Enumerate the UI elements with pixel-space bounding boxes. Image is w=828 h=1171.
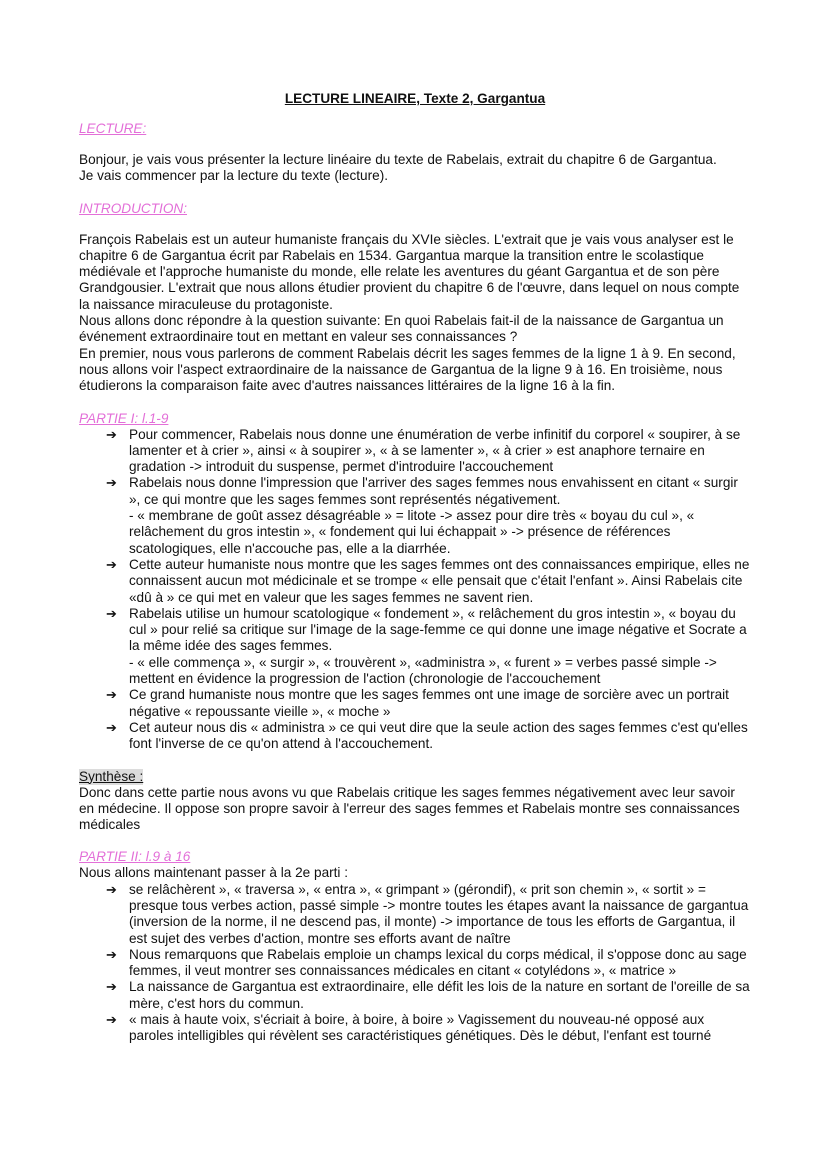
partie1-heading: PARTIE I: l.1-9 [79, 410, 169, 426]
arrow-right-icon: ➔ [106, 946, 117, 962]
list-item: ➔ Rabelais nous donne l'impression que l'arriver des sages femmes nous envahissent en citant « surgir », ce qui montre que les sages femmes sont représentés négativement. - « membrane de goût assez désagréable » = litote -> assez pour dire très « boyau du cul », « relâchement du gros intestin », « fondement qui lui échappait » -> présence de références scatologiques, elle n'accouche pas, elle a la diarrhée. [79, 475, 751, 556]
lecture-line: Je vais commencer par la lecture du texte (lecture). [79, 168, 389, 184]
list-item: ➔ « mais à haute voix, s'écriait à boire, à boire, à boire » Vagissement du nouveau-né opposé aux paroles intelligibles qui révèlent ses caractéristiques génétiques. Dès le début, l'enfant est tourné [106, 1012, 712, 1044]
arrow-right-icon: ➔ [106, 1012, 117, 1028]
introduction-section [79, 232, 751, 395]
partie1-list [79, 427, 751, 753]
list-item-subnote: - « membrane de goût assez désagréable » = litote -> assez pour dire très « boyau du cul », « relâchement du gros intestin », « fondement qui lui échappait » -> présence de références scatologiques, elle n'accouche pas, elle a la diarrhée. [129, 508, 695, 556]
arrow-right-icon: ➔ [106, 881, 117, 897]
synthese-heading: Synthèse : [79, 768, 144, 784]
synthese-section [79, 769, 751, 834]
list-item: ➔ Nous remarquons que Rabelais emploie un champs lexical du corps médical, il s'oppose donc au sage femmes, il veut montrer ses connaissances médicales en citant « cotylédons », « matrice » [106, 946, 747, 979]
arrow-right-icon: ➔ [106, 426, 117, 442]
arrow-right-icon: ➔ [106, 979, 117, 995]
partie2-list [79, 882, 751, 1045]
list-item: ➔ se relâchèrent », « traversa », « entra », « grimpant » (gérondif), « prit son chemin », « sortit » = presque tous verbes action, passé simple -> montre toutes les étapes avant la naissance de gargantua (inversion de la norme, il ne descend pas, il monte) -> importance de tous les efforts de Gargantua, il est sujet des verbes d'action, montre ses efforts avant de naître [106, 881, 749, 946]
list-item: ➔ Cet auteur nous dis « administra » ce qui veut dire que la seule action des sages femmes c'est qu'elles font l'inverse de ce qu'on attend à l'accouchement. [106, 719, 748, 752]
lecture-line: Bonjour, je vais vous présenter la lecture linéaire du texte de Rabelais, extrait du chapitre 6 de Gargantua. [79, 152, 717, 167]
list-item: ➔ La naissance de Gargantua est extraordinaire, elle défit les lois de la nature en sortant de l'oreille de sa mère, c'est hors du commun. [106, 979, 750, 1011]
introduction-paragraph: En premier, nous vous parlerons de comment Rabelais décrit les sages femmes de la ligne 1 à 9. En second, nous allons voir l'aspect extraordinaire de la naissance de Gargantua de la ligne 9 à 16. En troisième, nous étudierons la comparaison faite avec d'autres naissances littéraires de la ligne 16 à la fin. [79, 345, 736, 394]
arrow-right-icon: ➔ [106, 475, 117, 491]
list-item: ➔ Cette auteur humaniste nous montre que les sages femmes ont des connaissances empirique, elles ne connaissent aucun mot médicinale et se trompe « elle pensait que c'était l'enfant ». Ainsi Rabelais cite «dû à » ce qui met en valeur que les sages femmes ne savent rien. [106, 556, 750, 605]
document-title: LECTURE LINEAIRE, Texte 2, Gargantua [284, 91, 546, 106]
list-item: ➔ Rabelais utilise un humour scatologique « fondement », « relâchement du gros intestin », « boyau du cul » pour relié sa critique sur l'image de la sage-femme ce qui donne une image négative et Socrate a la même idée des sages femmes. - « elle commença », « surgir », « trouvèrent », «administra », « furent » = verbes passé simple -> mettent en évidence la progression de l'action (chronologie de l'accouchement [79, 606, 751, 687]
document-page [79, 90, 751, 1045]
partie2-intro: Nous allons maintenant passer à la 2e parti : [79, 865, 349, 881]
list-item-subnote: - « elle commença », « surgir », « trouvèrent », «administra », « furent » = verbes passé simple -> mettent en évidence la progression de l'action (chronologie de l'accouchement [129, 654, 717, 687]
introduction-heading: INTRODUCTION: [79, 200, 187, 216]
synthese-text: Donc dans cette partie nous avons vu que Rabelais critique les sages femmes négativement avec leur savoir en médecine. Il oppose son propre savoir à l'erreur des sages femmes et Rabelais montre ses connaissances médicales [79, 784, 740, 833]
partie2-heading: PARTIE II: l.9 à 16 [79, 849, 191, 865]
lecture-section [79, 152, 751, 185]
arrow-right-icon: ➔ [106, 605, 117, 621]
lecture-heading: LECTURE: [79, 121, 147, 136]
introduction-paragraph: François Rabelais est un auteur humaniste français du XVIe siècles. L'extrait que je vais vous analyser est le chapitre 6 de Gargantua écrit par Rabelais en 1534. Gargantua marque la transition entre le scolastique médiévale et l'approche humaniste du monde, elle relate les aventures du géant Gargantua et de son père Grandgousier. L'extrait que nous allons étudier provient du chapitre 6 de l'œuvre, dans lequel on nous compte la naissance miraculeuse du protagoniste. [79, 231, 740, 312]
list-item: ➔ Ce grand humaniste nous montre que les sages femmes ont une image de sorcière avec un portrait négative « repoussante vieille », « moche » [106, 687, 729, 719]
introduction-paragraph: Nous allons donc répondre à la question suivante: En quoi Rabelais fait-il de la naissance de Gargantua un événement extraordinaire tout en mettant en valeur ses connaissances ? [79, 313, 724, 345]
arrow-right-icon: ➔ [106, 719, 117, 735]
arrow-right-icon: ➔ [106, 556, 117, 572]
arrow-right-icon: ➔ [106, 687, 117, 703]
list-item: ➔ Pour commencer, Rabelais nous donne une énumération de verbe infinitif du corporel « soupirer, à se lamenter et à crier », ainsi « à soupirer », « à se lamenter », « à crier » est anaphore ternaire en gradation -> introduit du suspense, permet d'introduire l'accouchement [106, 426, 741, 475]
